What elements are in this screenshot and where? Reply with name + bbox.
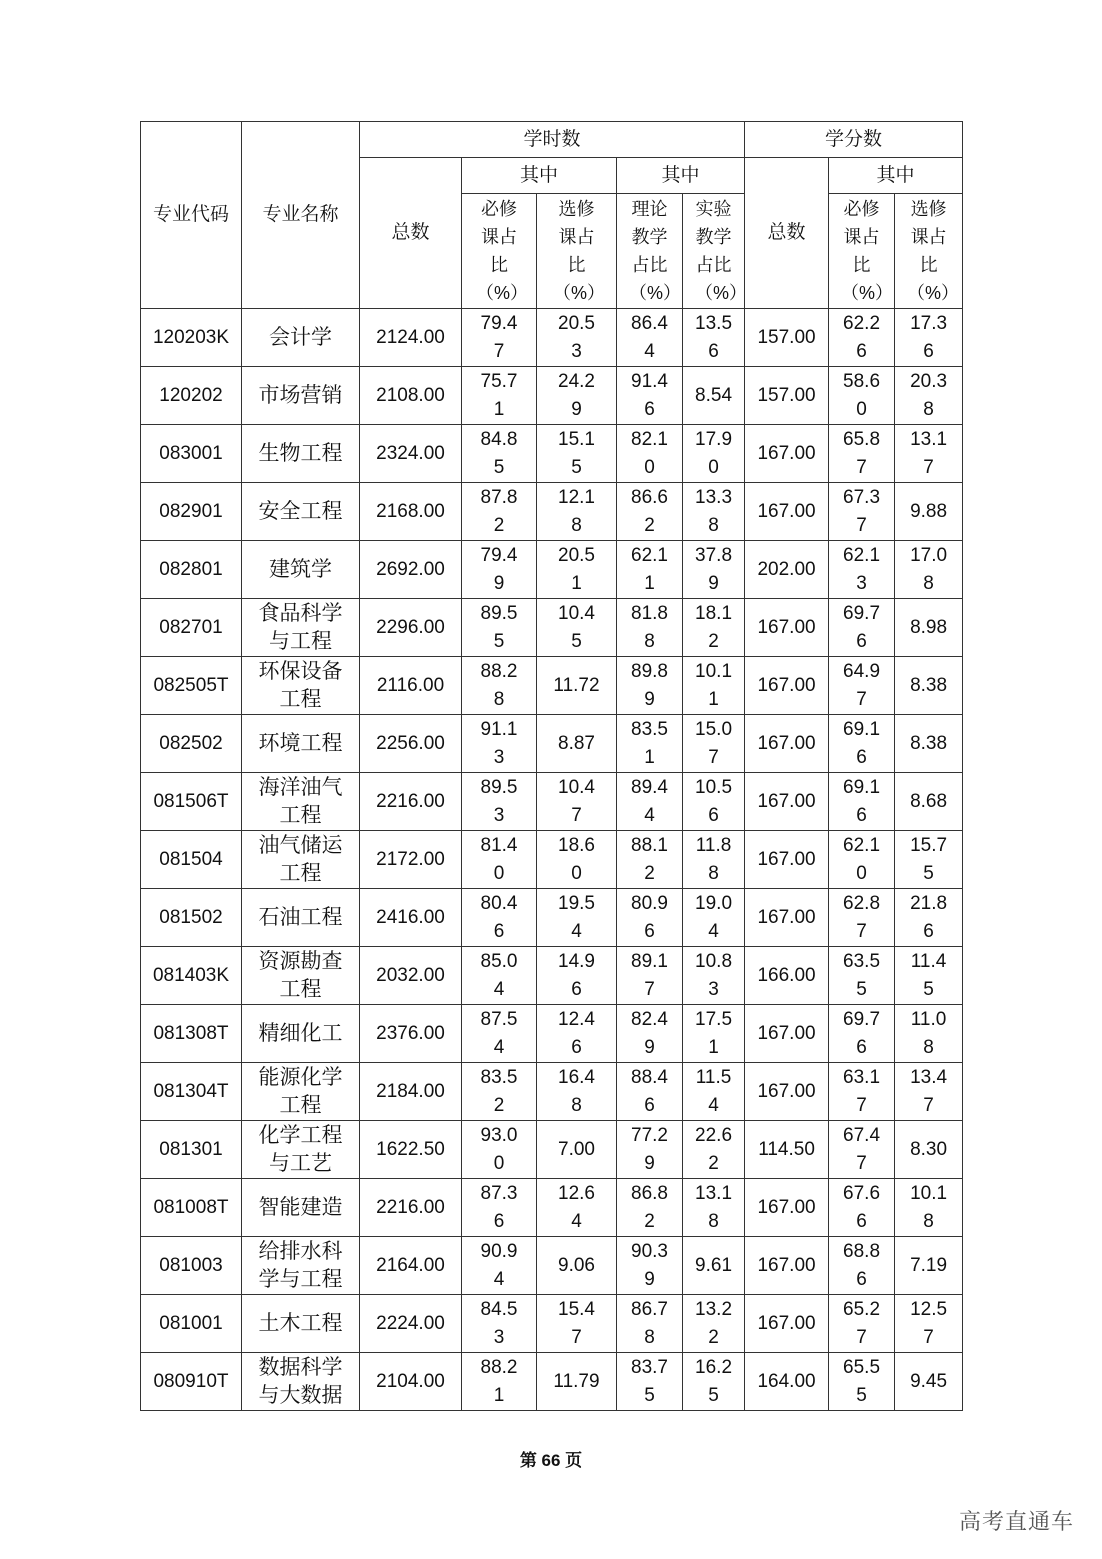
cell-name: 食品科学与工程 — [242, 599, 360, 657]
header-credits-total: 总数 — [745, 158, 829, 309]
cell-hours-total: 2416.00 — [360, 889, 462, 947]
table-row — [141, 657, 963, 715]
cell-elective-pct: 16.48 — [537, 1063, 617, 1121]
cell-lab-pct: 10.83 — [683, 947, 745, 1005]
cell-required-pct: 90.94 — [462, 1237, 537, 1295]
cell-name: 智能建造 — [242, 1179, 360, 1237]
cell-elective-pct: 10.47 — [537, 773, 617, 831]
cell-code: 081504 — [141, 831, 242, 889]
cell-code: 081304T — [141, 1063, 242, 1121]
cell-required-pct: 75.71 — [462, 367, 537, 425]
cell-lab-pct: 8.54 — [683, 367, 745, 425]
cell-elec-credit-pct: 13.47 — [895, 1063, 963, 1121]
cell-req-credit-pct: 67.47 — [829, 1121, 895, 1179]
cell-elec-credit-pct: 17.08 — [895, 541, 963, 599]
cell-elec-credit-pct: 21.86 — [895, 889, 963, 947]
table-row — [141, 1121, 963, 1179]
cell-hours-total: 1622.50 — [360, 1121, 462, 1179]
cell-theory-pct: 81.88 — [617, 599, 683, 657]
cell-elective-pct: 20.53 — [537, 309, 617, 367]
cell-lab-pct: 11.88 — [683, 831, 745, 889]
cell-theory-pct: 86.82 — [617, 1179, 683, 1237]
table-row — [141, 599, 963, 657]
cell-req-credit-pct: 65.55 — [829, 1353, 895, 1411]
cell-name: 海洋油气工程 — [242, 773, 360, 831]
cell-hours-total: 2296.00 — [360, 599, 462, 657]
cell-theory-pct: 83.75 — [617, 1353, 683, 1411]
cell-lab-pct: 17.51 — [683, 1005, 745, 1063]
cell-elective-pct: 8.87 — [537, 715, 617, 773]
cell-name: 资源勘查工程 — [242, 947, 360, 1005]
cell-theory-pct: 80.96 — [617, 889, 683, 947]
cell-name: 精细化工 — [242, 1005, 360, 1063]
cell-elec-credit-pct: 20.38 — [895, 367, 963, 425]
cell-name: 数据科学与大数据 — [242, 1353, 360, 1411]
cell-hours-total: 2104.00 — [360, 1353, 462, 1411]
cell-elec-credit-pct: 8.30 — [895, 1121, 963, 1179]
table-row — [141, 889, 963, 947]
table-row — [141, 1353, 963, 1411]
cell-req-credit-pct: 62.87 — [829, 889, 895, 947]
cell-hours-total: 2032.00 — [360, 947, 462, 1005]
curriculum-table — [140, 121, 963, 1411]
cell-elective-pct: 9.06 — [537, 1237, 617, 1295]
table-row — [141, 1295, 963, 1353]
header-lab-pct: 实验教学占比（%） — [683, 194, 745, 309]
cell-credits-total: 167.00 — [745, 1005, 829, 1063]
cell-code: 120202 — [141, 367, 242, 425]
cell-hours-total: 2108.00 — [360, 367, 462, 425]
cell-req-credit-pct: 69.16 — [829, 715, 895, 773]
cell-req-credit-pct: 67.66 — [829, 1179, 895, 1237]
cell-hours-total: 2256.00 — [360, 715, 462, 773]
cell-req-credit-pct: 62.13 — [829, 541, 895, 599]
cell-credits-total: 167.00 — [745, 425, 829, 483]
table-row — [141, 1237, 963, 1295]
cell-required-pct: 87.82 — [462, 483, 537, 541]
cell-hours-total: 2168.00 — [360, 483, 462, 541]
cell-req-credit-pct: 65.87 — [829, 425, 895, 483]
cell-code: 081502 — [141, 889, 242, 947]
cell-elec-credit-pct: 15.75 — [895, 831, 963, 889]
page-number: 第 66 页 — [519, 1451, 583, 1470]
cell-code: 081403K — [141, 947, 242, 1005]
cell-elec-credit-pct: 10.18 — [895, 1179, 963, 1237]
cell-credits-total: 157.00 — [745, 367, 829, 425]
cell-elec-credit-pct: 9.88 — [895, 483, 963, 541]
header-code: 专业代码 — [141, 122, 242, 309]
cell-elec-credit-pct: 12.57 — [895, 1295, 963, 1353]
cell-theory-pct: 90.39 — [617, 1237, 683, 1295]
cell-hours-total: 2224.00 — [360, 1295, 462, 1353]
cell-lab-pct: 13.22 — [683, 1295, 745, 1353]
cell-hours-total: 2172.00 — [360, 831, 462, 889]
cell-theory-pct: 88.12 — [617, 831, 683, 889]
cell-name: 能源化学工程 — [242, 1063, 360, 1121]
cell-required-pct: 83.52 — [462, 1063, 537, 1121]
cell-credits-total: 167.00 — [745, 715, 829, 773]
cell-credits-total: 202.00 — [745, 541, 829, 599]
cell-hours-total: 2124.00 — [360, 309, 462, 367]
cell-required-pct: 79.47 — [462, 309, 537, 367]
cell-code: 082505T — [141, 657, 242, 715]
cell-name: 环保设备工程 — [242, 657, 360, 715]
table-row — [141, 1005, 963, 1063]
cell-theory-pct: 82.10 — [617, 425, 683, 483]
cell-required-pct: 91.13 — [462, 715, 537, 773]
table-row — [141, 541, 963, 599]
cell-credits-total: 167.00 — [745, 831, 829, 889]
cell-credits-total: 167.00 — [745, 1179, 829, 1237]
cell-required-pct: 81.40 — [462, 831, 537, 889]
cell-lab-pct: 15.07 — [683, 715, 745, 773]
cell-credits-total: 167.00 — [745, 1237, 829, 1295]
cell-code: 082502 — [141, 715, 242, 773]
cell-credits-total: 167.00 — [745, 599, 829, 657]
header-name: 专业名称 — [242, 122, 360, 309]
cell-hours-total: 2216.00 — [360, 1179, 462, 1237]
cell-elective-pct: 12.46 — [537, 1005, 617, 1063]
cell-elec-credit-pct: 17.36 — [895, 309, 963, 367]
cell-req-credit-pct: 64.97 — [829, 657, 895, 715]
header-hours-total: 总数 — [360, 158, 462, 309]
cell-credits-total: 167.00 — [745, 889, 829, 947]
cell-code: 081301 — [141, 1121, 242, 1179]
cell-theory-pct: 89.44 — [617, 773, 683, 831]
cell-elective-pct: 12.64 — [537, 1179, 617, 1237]
cell-credits-total: 166.00 — [745, 947, 829, 1005]
table-row — [141, 309, 963, 367]
cell-hours-total: 2184.00 — [360, 1063, 462, 1121]
cell-credits-total: 167.00 — [745, 773, 829, 831]
cell-code: 082901 — [141, 483, 242, 541]
table-row — [141, 1063, 963, 1121]
cell-theory-pct: 89.17 — [617, 947, 683, 1005]
cell-credits-total: 167.00 — [745, 657, 829, 715]
cell-required-pct: 84.53 — [462, 1295, 537, 1353]
cell-elective-pct: 14.96 — [537, 947, 617, 1005]
cell-theory-pct: 86.78 — [617, 1295, 683, 1353]
cell-req-credit-pct: 68.86 — [829, 1237, 895, 1295]
cell-lab-pct: 10.11 — [683, 657, 745, 715]
table-row — [141, 425, 963, 483]
cell-credits-total: 167.00 — [745, 1063, 829, 1121]
header-hours-of-which-1: 其中 — [462, 158, 617, 194]
cell-credits-total: 167.00 — [745, 483, 829, 541]
cell-theory-pct: 88.46 — [617, 1063, 683, 1121]
cell-req-credit-pct: 65.27 — [829, 1295, 895, 1353]
cell-elec-credit-pct: 7.19 — [895, 1237, 963, 1295]
header-theory-pct: 理论教学占比（%） — [617, 194, 683, 309]
table-row — [141, 831, 963, 889]
cell-theory-pct: 83.51 — [617, 715, 683, 773]
cell-credits-total: 157.00 — [745, 309, 829, 367]
cell-code: 080910T — [141, 1353, 242, 1411]
table-row — [141, 483, 963, 541]
cell-name: 化学工程与工艺 — [242, 1121, 360, 1179]
cell-code: 081008T — [141, 1179, 242, 1237]
cell-elec-credit-pct: 13.17 — [895, 425, 963, 483]
cell-theory-pct: 89.89 — [617, 657, 683, 715]
cell-code: 081001 — [141, 1295, 242, 1353]
cell-code: 120203K — [141, 309, 242, 367]
cell-theory-pct: 86.62 — [617, 483, 683, 541]
cell-req-credit-pct: 63.17 — [829, 1063, 895, 1121]
cell-hours-total: 2324.00 — [360, 425, 462, 483]
cell-elective-pct: 10.45 — [537, 599, 617, 657]
table-row — [141, 715, 963, 773]
cell-lab-pct: 11.54 — [683, 1063, 745, 1121]
cell-elec-credit-pct: 8.98 — [895, 599, 963, 657]
cell-req-credit-pct: 69.76 — [829, 1005, 895, 1063]
cell-req-credit-pct: 69.76 — [829, 599, 895, 657]
cell-name: 油气储运工程 — [242, 831, 360, 889]
cell-elec-credit-pct: 11.45 — [895, 947, 963, 1005]
cell-lab-pct: 22.62 — [683, 1121, 745, 1179]
cell-credits-total: 114.50 — [745, 1121, 829, 1179]
cell-hours-total: 2216.00 — [360, 773, 462, 831]
cell-name: 给排水科学与工程 — [242, 1237, 360, 1295]
cell-req-credit-pct: 62.10 — [829, 831, 895, 889]
cell-elective-pct: 7.00 — [537, 1121, 617, 1179]
cell-theory-pct: 82.49 — [617, 1005, 683, 1063]
cell-lab-pct: 18.12 — [683, 599, 745, 657]
table-row — [141, 1179, 963, 1237]
cell-required-pct: 85.04 — [462, 947, 537, 1005]
header-req-credit-pct: 必修课占比（%） — [829, 194, 895, 309]
cell-code: 081003 — [141, 1237, 242, 1295]
cell-code: 082801 — [141, 541, 242, 599]
cell-elective-pct: 12.18 — [537, 483, 617, 541]
header-hours: 学时数 — [360, 122, 745, 158]
cell-elec-credit-pct: 8.38 — [895, 657, 963, 715]
header-required-pct: 必修课占比（%） — [462, 194, 537, 309]
cell-required-pct: 79.49 — [462, 541, 537, 599]
cell-theory-pct: 62.11 — [617, 541, 683, 599]
header-elec-credit-pct: 选修课占比（%） — [895, 194, 963, 309]
cell-req-credit-pct: 67.37 — [829, 483, 895, 541]
cell-elec-credit-pct: 8.38 — [895, 715, 963, 773]
cell-lab-pct: 13.56 — [683, 309, 745, 367]
cell-credits-total: 164.00 — [745, 1353, 829, 1411]
cell-elective-pct: 15.47 — [537, 1295, 617, 1353]
table-row — [141, 773, 963, 831]
cell-name: 生物工程 — [242, 425, 360, 483]
cell-elec-credit-pct: 9.45 — [895, 1353, 963, 1411]
cell-lab-pct: 16.25 — [683, 1353, 745, 1411]
cell-elective-pct: 15.15 — [537, 425, 617, 483]
cell-elective-pct: 24.29 — [537, 367, 617, 425]
cell-elective-pct: 20.51 — [537, 541, 617, 599]
cell-req-credit-pct: 62.26 — [829, 309, 895, 367]
cell-lab-pct: 13.18 — [683, 1179, 745, 1237]
cell-required-pct: 93.00 — [462, 1121, 537, 1179]
cell-lab-pct: 37.89 — [683, 541, 745, 599]
cell-theory-pct: 86.44 — [617, 309, 683, 367]
cell-lab-pct: 9.61 — [683, 1237, 745, 1295]
cell-hours-total: 2164.00 — [360, 1237, 462, 1295]
cell-required-pct: 89.55 — [462, 599, 537, 657]
cell-hours-total: 2116.00 — [360, 657, 462, 715]
cell-code: 083001 — [141, 425, 242, 483]
cell-elective-pct: 19.54 — [537, 889, 617, 947]
cell-name: 会计学 — [242, 309, 360, 367]
watermark: 高考直通车 — [958, 1509, 1074, 1534]
cell-lab-pct: 13.38 — [683, 483, 745, 541]
header-elective-pct: 选修课占比（%） — [537, 194, 617, 309]
cell-elec-credit-pct: 11.08 — [895, 1005, 963, 1063]
cell-theory-pct: 91.46 — [617, 367, 683, 425]
header-hours-of-which-2: 其中 — [617, 158, 745, 194]
cell-elective-pct: 11.72 — [537, 657, 617, 715]
cell-credits-total: 167.00 — [745, 1295, 829, 1353]
cell-elective-pct: 11.79 — [537, 1353, 617, 1411]
cell-required-pct: 80.46 — [462, 889, 537, 947]
cell-lab-pct: 10.56 — [683, 773, 745, 831]
cell-required-pct: 87.36 — [462, 1179, 537, 1237]
cell-req-credit-pct: 69.16 — [829, 773, 895, 831]
cell-required-pct: 88.21 — [462, 1353, 537, 1411]
cell-required-pct: 84.85 — [462, 425, 537, 483]
cell-required-pct: 87.54 — [462, 1005, 537, 1063]
table-row — [141, 367, 963, 425]
cell-lab-pct: 17.90 — [683, 425, 745, 483]
cell-name: 环境工程 — [242, 715, 360, 773]
cell-name: 建筑学 — [242, 541, 360, 599]
cell-name: 市场营销 — [242, 367, 360, 425]
cell-name: 土木工程 — [242, 1295, 360, 1353]
cell-theory-pct: 77.29 — [617, 1121, 683, 1179]
table-row — [141, 947, 963, 1005]
cell-required-pct: 89.53 — [462, 773, 537, 831]
cell-name: 安全工程 — [242, 483, 360, 541]
cell-code: 082701 — [141, 599, 242, 657]
cell-req-credit-pct: 63.55 — [829, 947, 895, 1005]
cell-elec-credit-pct: 8.68 — [895, 773, 963, 831]
cell-elective-pct: 18.60 — [537, 831, 617, 889]
cell-hours-total: 2692.00 — [360, 541, 462, 599]
cell-lab-pct: 19.04 — [683, 889, 745, 947]
cell-code: 081308T — [141, 1005, 242, 1063]
cell-code: 081506T — [141, 773, 242, 831]
header-credits-of-which: 其中 — [829, 158, 963, 194]
header-credits: 学分数 — [745, 122, 963, 158]
cell-req-credit-pct: 58.60 — [829, 367, 895, 425]
table-body — [141, 309, 963, 1411]
cell-required-pct: 88.28 — [462, 657, 537, 715]
cell-name: 石油工程 — [242, 889, 360, 947]
cell-hours-total: 2376.00 — [360, 1005, 462, 1063]
